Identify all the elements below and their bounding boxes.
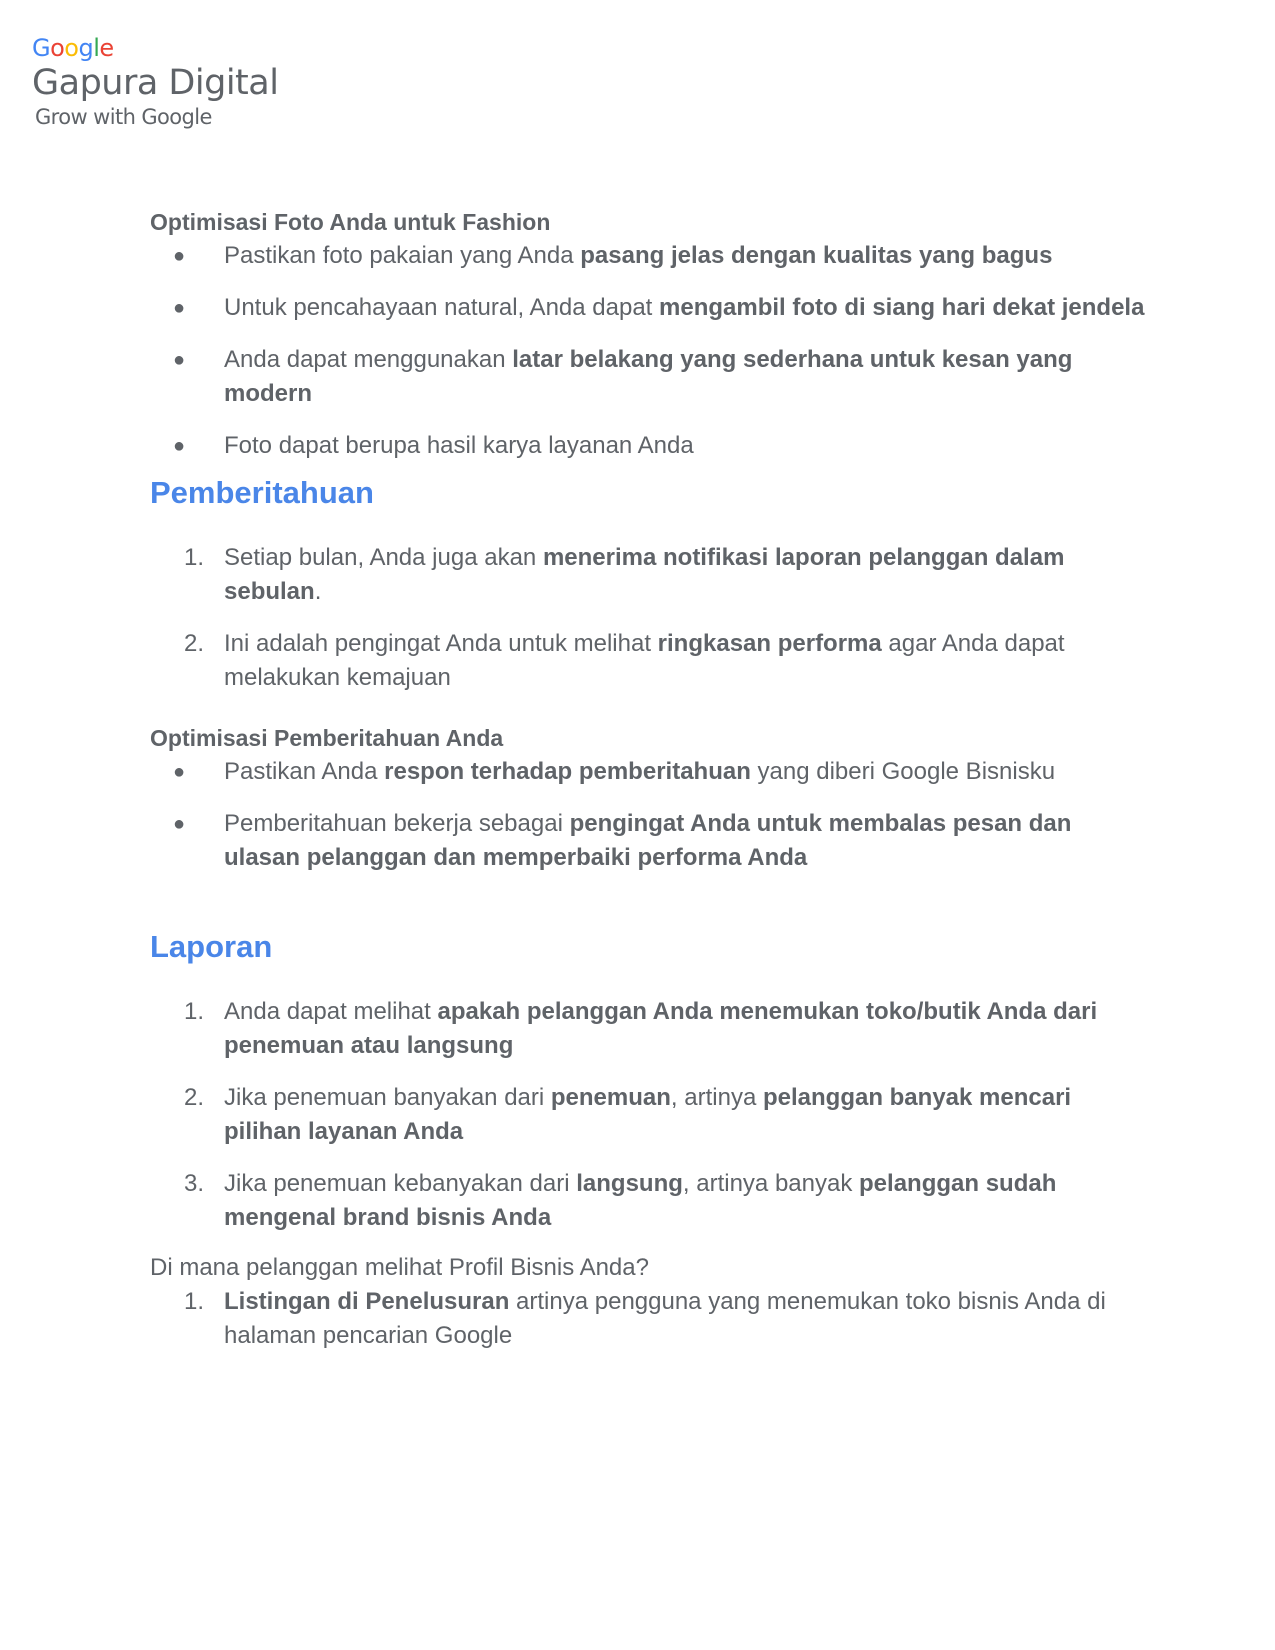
item-bold-text: pelanggan sudah mengenal brand bisnis Anda <box>224 1170 1057 1231</box>
item-bold-text: ringkasan performa <box>657 630 882 657</box>
item-number: 3. <box>184 1170 205 1197</box>
profile-views-list <box>150 1285 1150 1353</box>
item-bold-text: penemuan <box>550 1084 671 1111</box>
item-bold-text: apakah pelanggan Anda menemukan toko/butik Anda dari penemuan atau langsung <box>224 998 1098 1059</box>
item-text: Jika penemuan kebanyakan dari <box>224 1170 577 1197</box>
item-number: 2. <box>184 630 205 657</box>
list-item <box>150 343 1150 411</box>
item-bold-text: langsung <box>576 1170 683 1197</box>
profile-question: Di mana pelanggan melihat Profil Bisnis Anda? <box>150 1254 649 1281</box>
google-letter: g <box>78 34 94 62</box>
item-text: Pemberitahuan bekerja sebagai <box>224 810 570 837</box>
google-wordmark <box>32 36 278 64</box>
item-text: Jika penemuan banyakan dari <box>224 1084 551 1111</box>
item-number: 1. <box>184 544 205 571</box>
bullet-icon: ● <box>173 349 186 371</box>
list-item <box>150 995 1150 1063</box>
item-number: 1. <box>184 1288 205 1315</box>
item-bold-text: pelanggan banyak mencari pilihan layanan Anda <box>224 1084 1072 1145</box>
laporan-list <box>150 995 1150 1235</box>
item-text: Setiap bulan, Anda juga akan <box>224 544 543 571</box>
item-bold-text: menerima notifikasi laporan pelanggan dalam sebulan <box>224 544 1065 605</box>
item-text: , artinya banyak <box>682 1170 860 1197</box>
item-bold-text: pasang jelas dengan kualitas yang bagus <box>580 242 1053 269</box>
item-bold-text: latar belakang yang sederhana untuk kesan yang modern <box>224 346 1073 407</box>
item-text: Anda dapat melihat <box>224 998 438 1025</box>
bullet-icon: ● <box>173 245 186 267</box>
item-bold-text: respon terhadap pemberitahuan <box>384 758 751 785</box>
item-number: 1. <box>184 998 205 1025</box>
laporan-title: Laporan <box>150 929 273 964</box>
google-letter: G <box>32 34 51 62</box>
bullet-icon: ● <box>173 435 186 457</box>
foto-tips-list <box>150 239 1150 463</box>
item-text: Pastikan Anda <box>224 758 385 785</box>
item-text: yang diberi Google Bisnisku <box>750 758 1056 785</box>
google-letter: l <box>93 34 100 62</box>
item-text: artinya pengguna yang menemukan toko bisnis Anda di halaman pencarian Google <box>224 1288 1106 1349</box>
pemberitahuan-tips-list <box>150 755 1150 875</box>
list-item <box>150 291 1150 325</box>
item-text: Anda dapat menggunakan <box>224 346 513 373</box>
bullet-icon: ● <box>173 761 186 783</box>
item-number: 2. <box>184 1084 205 1111</box>
foto-optimization-heading: Optimisasi Foto Anda untuk Fashion <box>150 209 551 235</box>
bullet-icon: ● <box>173 297 186 319</box>
list-item <box>150 1167 1150 1235</box>
gapura-digital-logo <box>32 36 278 128</box>
item-text: Foto dapat berupa hasil karya layanan Anda <box>224 432 694 459</box>
logo-subtitle: Grow with Google <box>35 105 212 129</box>
list-item <box>150 239 1150 273</box>
google-letter: o <box>50 34 65 62</box>
google-letter: e <box>99 34 114 62</box>
pemberitahuan-title: Pemberitahuan <box>150 475 374 510</box>
google-letter: o <box>64 34 79 62</box>
item-text: Untuk pencahayaan natural, Anda dapat <box>224 294 659 321</box>
item-text: Pastikan foto pakaian yang Anda <box>224 242 581 269</box>
bullet-icon: ● <box>173 813 186 835</box>
item-text: Ini adalah pengingat Anda untuk melihat <box>224 630 658 657</box>
pemberitahuan-optimization-heading: Optimisasi Pemberitahuan Anda <box>150 725 504 751</box>
list-item <box>150 755 1150 789</box>
item-text: agar Anda dapat melakukan kemajuan <box>224 630 1065 691</box>
pemberitahuan-list <box>150 541 1150 695</box>
list-item <box>150 807 1150 875</box>
list-item <box>150 627 1150 695</box>
list-item <box>150 429 1150 463</box>
item-text: . <box>314 578 322 605</box>
item-bold-text: pengingat Anda untuk membalas pesan dan ulasan pelanggan dan memperbaiki performa Anda <box>224 810 1072 871</box>
list-item <box>150 1081 1150 1149</box>
logo-title: Gapura Digital <box>32 63 279 103</box>
document-body <box>150 205 1150 1371</box>
list-item <box>150 1285 1150 1353</box>
item-text: , artinya <box>670 1084 763 1111</box>
item-bold-text: mengambil foto di siang hari dekat jendela <box>659 294 1145 321</box>
list-item <box>150 541 1150 609</box>
item-bold-text: Listingan di Penelusuran <box>224 1288 510 1315</box>
